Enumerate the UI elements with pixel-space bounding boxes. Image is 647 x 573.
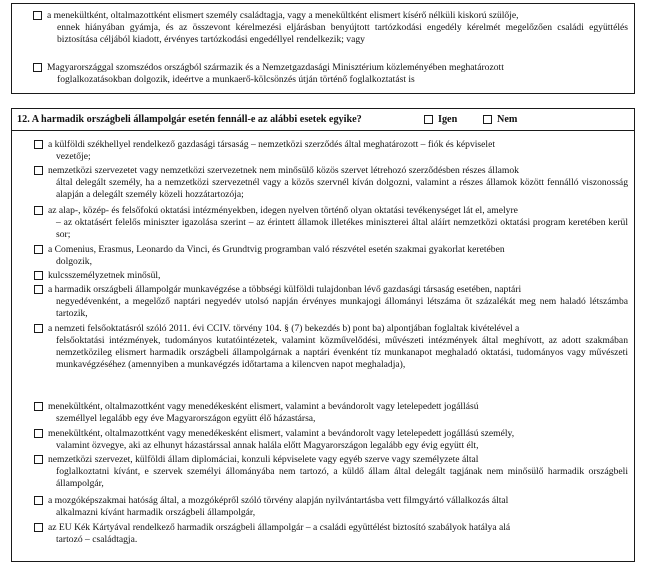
option-nem-label: Nem — [497, 114, 518, 125]
item-text-first: nemzetközi szervezetet vagy nemzetközi szervezetnek nem minősülő közös szervet létrehozó szerződésben részes államok — [48, 165, 519, 176]
checkbox[interactable] — [34, 140, 43, 149]
item-text-rest: foglalkoztatni kívánt, e szervek személyi állományába nem tartozó, a küldő állam által delegált tagjának nem minősülő harmadik országbeli állampolgár, — [56, 466, 628, 489]
item-text-first: a harmadik országbeli állampolgár munkavégzése a többségi külföldi tulajdonban lévő gazdasági társaság esetében, naptári — [48, 284, 522, 295]
option-igen-label: Igen — [438, 114, 458, 125]
checkbox[interactable] — [34, 166, 43, 175]
item-text-first: a külföldi székhellyel rendelkező gazdasági társaság – nemzetközi szerződés által meghatározott – fiók és képviselet — [48, 139, 495, 150]
list-item — [12, 401, 628, 425]
list-item — [12, 139, 628, 163]
divider — [12, 130, 634, 131]
item-text-first: menekültként, oltalmazottként vagy menedékesként elismert, valamint a bevándorolt vagy letelepedett jogállású — [48, 401, 479, 412]
checkbox[interactable] — [34, 324, 43, 333]
item-text-rest: személlyel legalább egy éve Magyarországon együtt élő házastársa, — [56, 413, 316, 424]
checkbox[interactable] — [33, 11, 42, 20]
item-text-first: Magyarországgal szomszédos országból származik és a Nemzetgazdasági Minisztérium közleményében meghatározott — [47, 62, 504, 73]
item-text-rest: dolgozik, — [56, 256, 92, 267]
list-item — [12, 244, 628, 268]
item-text-rest: felsőoktatási intézmények, tudományos kutatóintézetek, valamint közművelődési, művészeti intézmények által meghívott, az adott szakmában nemzetközileg elismert harmadik országbeli állampolgárnak a naptári évenként tíz munkanapot meghaladó oktatási, tudományos vagy művészeti munkavégzéséhez (amennyiben a munkavégzés időtartama a kilencven napot meghaladja), — [56, 335, 628, 370]
item-text-rest: által delegált személy, ha a nemzetközi szervezetnél vagy a közös szervnél kíván dolgozni, valamint a részes államok között fennálló viszonosság alapján a delegált személy közeli hozzátartozója; — [56, 177, 628, 200]
checkbox[interactable] — [34, 206, 43, 215]
item-text-rest: ennek hiányában gyámja, és az összevont kérelmezési eljárásban benyújtott tartózkodási engedély kérelmét megelőzően családi együttélés biztosítása céljából kiadott, érvényes tartózkodási engedéllyel rendelkezik; vagy — [57, 22, 628, 45]
list-item — [12, 522, 628, 546]
list-item — [12, 165, 628, 201]
list-item — [12, 10, 628, 46]
item-text-rest: alkalmazni kívánt harmadik országbeli állampolgár, — [56, 507, 256, 518]
list-item — [12, 205, 628, 241]
item-text-first: a nemzeti felsőoktatásról szóló 2011. évi CCIV. törvény 104. § (7) bekezdés b) pont ba) alpontjában foglaltak kivételével a — [48, 323, 520, 334]
checkbox-igen[interactable] — [424, 115, 433, 124]
checkbox-nem[interactable] — [483, 115, 492, 124]
list-item — [12, 323, 628, 371]
item-text-first: a menekültként, oltalmazottként elismert személy családtagja, vagy a menekültként elismert kísérő nélküli kiskorú szülője, — [47, 10, 519, 21]
item-text-rest: negyedévenként, a megelőző naptári negyedév utolsó napján érvényes munkajogi állományi létszáma öt százalékát meg nem haladó létszámba tartozik, — [56, 296, 628, 319]
question-12-section — [11, 108, 635, 562]
top-section — [11, 3, 635, 94]
list-item — [12, 62, 628, 86]
checkbox[interactable] — [34, 455, 43, 464]
item-text-rest: vezetője; — [56, 151, 91, 162]
item-text-first: az EU Kék Kártyával rendelkező harmadik országbeli állampolgár – a családi együttélést biztosító szabályok hatálya alá — [48, 522, 511, 533]
item-text-first: menekültként, oltalmazottként vagy menedékesként elismert, valamint a bevándorolt vagy letelepedett jogállású személy, — [48, 428, 515, 439]
checkbox[interactable] — [34, 523, 43, 532]
item-text-first: nemzetközi szervezet, külföldi állam diplomáciai, konzuli képviselete vagy egyéb szerve vagy személyzete által — [48, 454, 479, 465]
item-text-first: az alap-, közép- és felsőfokú oktatási intézményekben, idegen nyelven történő olyan oktatási tevékenységet lát el, amelyre — [48, 205, 518, 216]
item-text-first: a Comenius, Erasmus, Leonardo da Vinci, és Grundtvig programban való részvétel esetén szakmai gyakorlat keretében — [48, 244, 505, 255]
checkbox[interactable] — [34, 271, 43, 280]
checkbox[interactable] — [33, 63, 42, 72]
item-text-first: a mozgóképszakmai hatóság által, a mozgóképről szóló törvény alapján nyilvántartásba vett filmgyártó vállalkozás által — [48, 495, 509, 506]
list-item — [12, 454, 628, 490]
checkbox[interactable] — [34, 402, 43, 411]
item-text-rest: – az oktatásért felelős miniszter igazolása szerint – az érintett államok illetékes miniszterei által aláírt nemzetközi oktatási program keretében kerül sor; — [56, 217, 628, 240]
checkbox[interactable] — [34, 285, 43, 294]
item-text-rest: valamint özvegye, aki az elhunyt házastárssal annak halála előtt Magyarországon legalább egy évig együtt élt, — [56, 440, 479, 451]
item-text-rest: tartozó – családtagja. — [56, 534, 138, 545]
item-text-rest: foglalkozatásokban dolgozik, ideértve a munkaerő-kölcsönzés útján történő foglalkoztatást is — [57, 74, 415, 85]
checkbox[interactable] — [34, 245, 43, 254]
question-title: 12. A harmadik országbeli állampolgár esetén fennáll-e az alábbi esetek egyike? — [17, 114, 362, 125]
checkbox[interactable] — [34, 429, 43, 438]
list-item — [12, 495, 628, 519]
question-row — [12, 114, 634, 127]
list-item — [12, 284, 628, 320]
item-text-first: kulcsszemélyzetnek minősül, — [48, 270, 161, 281]
list-item — [12, 270, 628, 282]
checkbox[interactable] — [34, 496, 43, 505]
list-item — [12, 428, 628, 452]
